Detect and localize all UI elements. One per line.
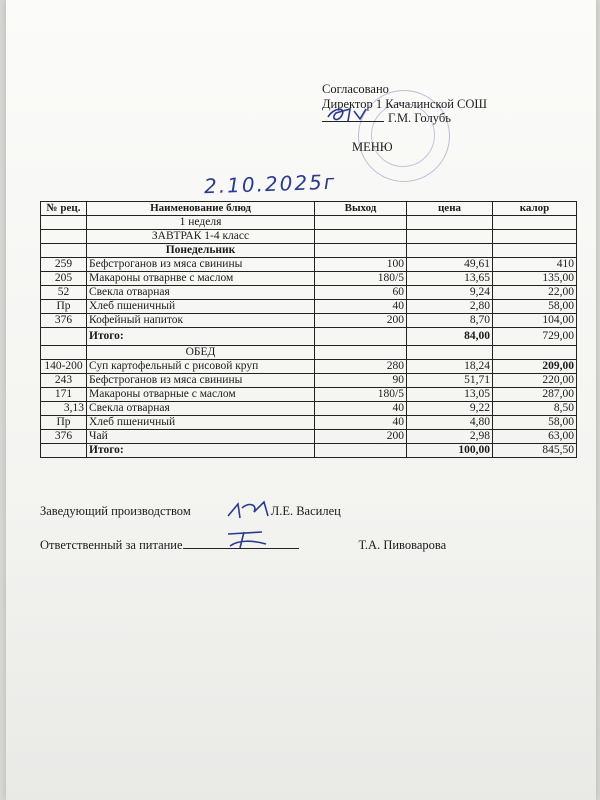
table-row: [41, 416, 577, 430]
document-page: [6, 0, 596, 800]
lunch-title-row: [41, 346, 577, 360]
dish-price: 8,70: [407, 314, 493, 328]
dish-output: 200: [315, 314, 407, 328]
dish-name: Макароны отварнве с маслом: [87, 272, 315, 286]
table-row: [41, 360, 577, 374]
table-row: [41, 300, 577, 314]
dish-output: 40: [315, 402, 407, 416]
dish-name: Бефстроганов из мяса свинины: [87, 374, 315, 388]
dish-output: 100: [315, 258, 407, 272]
director-signature: [324, 103, 384, 125]
responsible-label: Ответственный за питание: [40, 538, 183, 552]
recipe-number: 243: [41, 374, 87, 388]
dish-output: 180/5: [315, 388, 407, 402]
table-row: [41, 258, 577, 272]
table-row: [41, 388, 577, 402]
recipe-number: Пр: [41, 300, 87, 314]
recipe-number: 376: [41, 314, 87, 328]
menu-heading: МЕНЮ: [352, 140, 393, 154]
table-row: [41, 374, 577, 388]
dish-price: 49,61: [407, 258, 493, 272]
dish-name: Хлеб пшеничный: [87, 416, 315, 430]
dish-calories: 220,00: [493, 374, 577, 388]
manager-label: Заведующий производством: [40, 504, 191, 518]
dish-output: 60: [315, 286, 407, 300]
dish-output: 90: [315, 374, 407, 388]
header-price: цена: [407, 202, 493, 216]
lunch-title: ОБЕД: [87, 346, 315, 360]
dish-calories: 209,00: [493, 360, 577, 374]
breakfast-total-label: Итого:: [87, 328, 315, 346]
menu-table: [40, 201, 577, 458]
dish-name: Чай: [87, 430, 315, 444]
dish-output: 200: [315, 430, 407, 444]
recipe-number: 259: [41, 258, 87, 272]
recipe-number: Пр: [41, 416, 87, 430]
day-label: Понедельник: [87, 244, 315, 258]
table-row: [41, 430, 577, 444]
dish-calories: 63,00: [493, 430, 577, 444]
handwritten-date: 2.10.2025г: [203, 169, 337, 199]
table-row: [41, 402, 577, 416]
lunch-total-calories: 845,50: [493, 444, 577, 458]
lunch-total-price: 100,00: [407, 444, 493, 458]
dish-name: Кофейный напиток: [87, 314, 315, 328]
dish-price: 13,05: [407, 388, 493, 402]
director-name: Г.М. Голубь: [388, 111, 451, 125]
dish-name: Свекла отварная: [87, 402, 315, 416]
dish-name: Макароны отварные с маслом: [87, 388, 315, 402]
dish-calories: 287,00: [493, 388, 577, 402]
dish-price: 2,98: [407, 430, 493, 444]
week-row: [41, 216, 577, 230]
dish-calories: 8,50: [493, 402, 577, 416]
dish-calories: 410: [493, 258, 577, 272]
breakfast-total-calories: 729,00: [493, 328, 577, 346]
recipe-number: 140-200: [41, 360, 87, 374]
dish-calories: 58,00: [493, 300, 577, 314]
dish-price: 4,80: [407, 416, 493, 430]
director-line: Директор 1 Качалинской СОШ: [322, 96, 488, 111]
header-recipe-number: № рец.: [41, 202, 87, 216]
dish-calories: 58,00: [493, 416, 577, 430]
dish-name: Свекла отварная: [87, 286, 315, 300]
dish-output: 180/5: [315, 272, 407, 286]
dish-price: 13,65: [407, 272, 493, 286]
dish-output: 280: [315, 360, 407, 374]
recipe-number: 205: [41, 272, 87, 286]
manager-signoff: [40, 504, 341, 519]
dish-calories: 135,00: [493, 272, 577, 286]
breakfast-total-row: [41, 328, 577, 346]
dish-price: 51,71: [407, 374, 493, 388]
dish-price: 18,24: [407, 360, 493, 374]
header-output: Выход: [315, 202, 407, 216]
manager-name: Л.Е. Василец: [270, 504, 341, 518]
header-dish-name: Наименование блюд: [87, 202, 315, 216]
dish-output: 40: [315, 416, 407, 430]
dish-name: Суп картофельный с рисовой круп: [87, 360, 315, 374]
lunch-total-label: Итого:: [87, 444, 315, 458]
recipe-number: 171: [41, 388, 87, 402]
recipe-number: 52: [41, 286, 87, 300]
day-row: [41, 244, 577, 258]
dish-price: 9,24: [407, 286, 493, 300]
manager-signature: [224, 498, 274, 522]
dish-name: Бефстроганов из мяса свинины: [87, 258, 315, 272]
lunch-total-row: [41, 444, 577, 458]
table-row: [41, 286, 577, 300]
breakfast-title: ЗАВТРАК 1-4 класс: [87, 230, 315, 244]
responsible-signature: [222, 526, 276, 552]
recipe-number: 376: [41, 430, 87, 444]
week-label: 1 неделя: [87, 216, 315, 230]
breakfast-total-price: 84,00: [407, 328, 493, 346]
table-header-row: [41, 202, 577, 216]
recipe-number: 3,13: [41, 402, 87, 416]
dish-calories: 22,00: [493, 286, 577, 300]
approval-title: Согласовано: [322, 82, 389, 96]
dish-calories: 104,00: [493, 314, 577, 328]
dish-price: 2,80: [407, 300, 493, 314]
dish-price: 9,22: [407, 402, 493, 416]
dish-name: Хлеб пшеничный: [87, 300, 315, 314]
breakfast-title-row: [41, 230, 577, 244]
responsible-name: Т.А. Пивоварова: [358, 538, 447, 552]
table-row: [41, 314, 577, 328]
dish-output: 40: [315, 300, 407, 314]
table-row: [41, 272, 577, 286]
header-calories: калор: [493, 202, 577, 216]
